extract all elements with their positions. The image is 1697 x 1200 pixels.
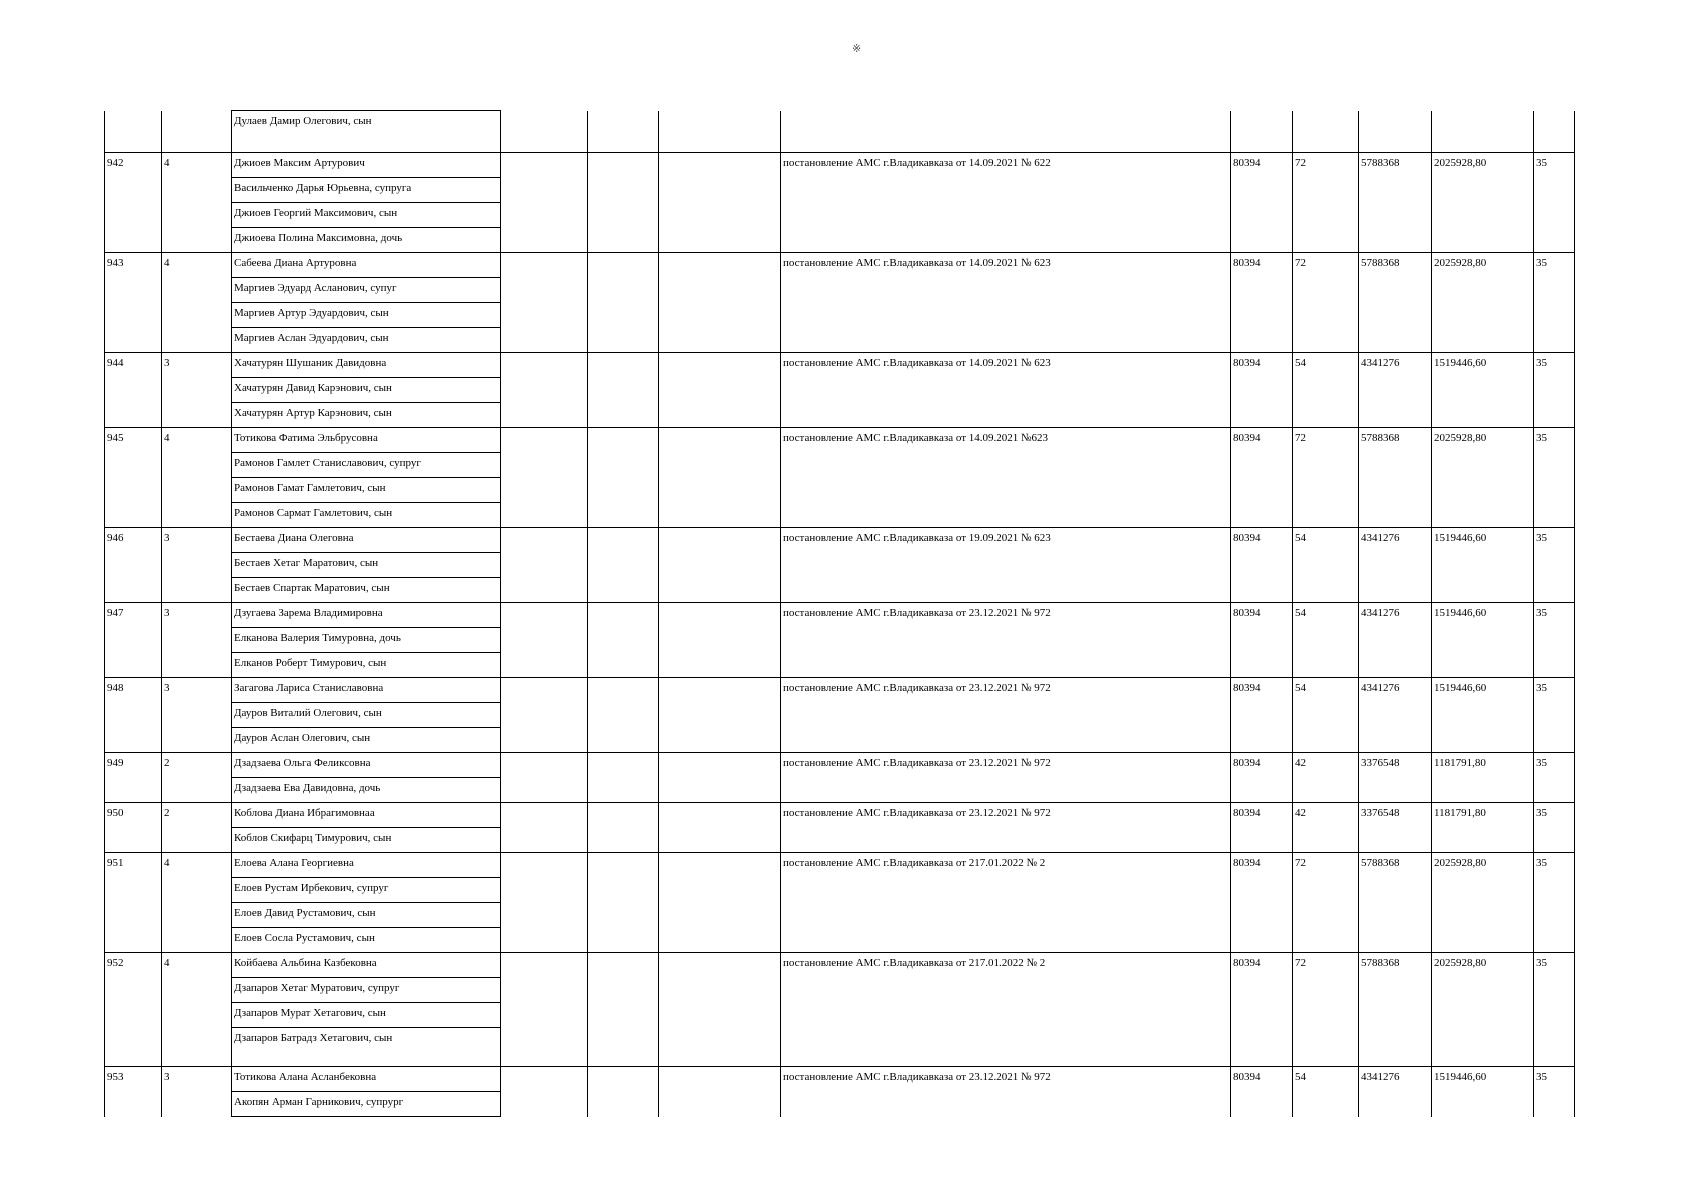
- cell-num: 942: [105, 153, 162, 253]
- cell-blank-a: [501, 603, 588, 678]
- cell-resolution: постановление АМС г.Владикавказа от 14.09.2021 №623: [781, 428, 1231, 528]
- cell-count: 4: [162, 428, 232, 528]
- cell-blank-b: [588, 111, 659, 153]
- cell-member: Тотикова Алана Асланбековна: [232, 1067, 501, 1092]
- cell-c5: 35: [1534, 253, 1575, 353]
- cell-blank-a: [501, 953, 588, 1067]
- cell-c5: 35: [1534, 603, 1575, 678]
- cell-resolution: постановление АМС г.Владикавказа от 217.01.2022 № 2: [781, 853, 1231, 953]
- cell-blank-c: [659, 253, 781, 353]
- cell-blank-a: [501, 1067, 588, 1117]
- cell-member: Акопян Арман Гарникович, супрург: [232, 1092, 501, 1117]
- cell-c5: 35: [1534, 353, 1575, 428]
- cell-member: Загагова Лариса Станиславовна: [232, 678, 501, 703]
- cell-resolution: постановление АМС г.Владикавказа от 14.09.2021 № 622: [781, 153, 1231, 253]
- cell-c5: 35: [1534, 528, 1575, 603]
- table-row: [105, 153, 1575, 178]
- cell-member: Бестаев Спартак Маратович, сын: [232, 578, 501, 603]
- cell-c3: 4341276: [1359, 678, 1432, 753]
- cell-blank-b: [588, 603, 659, 678]
- cell-count: 3: [162, 353, 232, 428]
- cell-c3: 4341276: [1359, 528, 1432, 603]
- cell-resolution: постановление АМС г.Владикавказа от 23.12.2021 № 972: [781, 1067, 1231, 1117]
- cell-c1: 80394: [1231, 428, 1293, 528]
- cell-c4: 1519446,60: [1432, 678, 1534, 753]
- cell-blank-c: [659, 1067, 781, 1117]
- cell-c3: 5788368: [1359, 428, 1432, 528]
- cell-member: Койбаева Альбина Казбековна: [232, 953, 501, 978]
- cell-blank-a: [501, 678, 588, 753]
- cell-num: 953: [105, 1067, 162, 1117]
- cell-member: Рамонов Гамлет Станиславович, супруг: [232, 453, 501, 478]
- cell-c5: [1534, 111, 1575, 153]
- cell-count: 3: [162, 678, 232, 753]
- table-row: [105, 1067, 1575, 1092]
- cell-c3: 3376548: [1359, 803, 1432, 853]
- cell-member: Дзугаева Зарема Владимировна: [232, 603, 501, 628]
- cell-c5: 35: [1534, 953, 1575, 1067]
- cell-c1: 80394: [1231, 353, 1293, 428]
- cell-member: Рамонов Гамат Гамлетович, сын: [232, 478, 501, 503]
- table-row: [105, 528, 1575, 553]
- cell-blank-a: [501, 528, 588, 603]
- cell-blank-c: [659, 753, 781, 803]
- cell-member: Дзапаров Батрадз Хетагович, сын: [232, 1028, 501, 1067]
- cell-blank-b: [588, 353, 659, 428]
- table-row: [105, 953, 1575, 978]
- table-row: [105, 253, 1575, 278]
- cell-resolution: постановление АМС г.Владикавказа от 14.09.2021 № 623: [781, 253, 1231, 353]
- cell-blank-c: [659, 853, 781, 953]
- table-row: [105, 603, 1575, 628]
- cell-member: Коблова Диана Ибрагимовнаа: [232, 803, 501, 828]
- cell-member: Елканова Валерия Тимуровна, дочь: [232, 628, 501, 653]
- cell-c5: 35: [1534, 678, 1575, 753]
- cell-member: Хачатурян Давид Карэнович, сын: [232, 378, 501, 403]
- cell-resolution: постановление АМС г.Владикавказа от 19.09.2021 № 623: [781, 528, 1231, 603]
- cell-member: Елоева Алана Георгиевна: [232, 853, 501, 878]
- table-row: [105, 803, 1575, 828]
- cell-c2: 72: [1293, 253, 1359, 353]
- cell-c2: 72: [1293, 953, 1359, 1067]
- table-row: [105, 353, 1575, 378]
- cell-member: Васильченко Дарья Юрьевна, супруга: [232, 178, 501, 203]
- cell-c4: 2025928,80: [1432, 253, 1534, 353]
- cell-blank-a: [501, 153, 588, 253]
- cell-member: Хачатурян Артур Карэнович, сын: [232, 403, 501, 428]
- cell-blank-c: [659, 111, 781, 153]
- cell-c4: 1181791,80: [1432, 803, 1534, 853]
- cell-c2: 72: [1293, 428, 1359, 528]
- cell-blank-b: [588, 953, 659, 1067]
- cell-member: Дзадзаева Ольга Феликсовна: [232, 753, 501, 778]
- cell-blank-a: [501, 428, 588, 528]
- cell-resolution: постановление АМС г.Владикавказа от 14.09.2021 № 623: [781, 353, 1231, 428]
- cell-member: Джиоев Максим Артурович: [232, 153, 501, 178]
- cell-member: Дзапаров Хетаг Муратович, супруг: [232, 978, 501, 1003]
- cell-blank-a: [501, 853, 588, 953]
- cell-blank-c: [659, 528, 781, 603]
- cell-blank-a: [501, 111, 588, 153]
- cell-num: 952: [105, 953, 162, 1067]
- cell-c2: 54: [1293, 1067, 1359, 1117]
- cell-member: Дауров Аслан Олегович, сын: [232, 728, 501, 753]
- cell-count: 4: [162, 853, 232, 953]
- cell-c4: 2025928,80: [1432, 853, 1534, 953]
- cell-c2: 54: [1293, 353, 1359, 428]
- cell-c1: [1231, 111, 1293, 153]
- cell-num: 949: [105, 753, 162, 803]
- cell-c3: 4341276: [1359, 603, 1432, 678]
- cell-num: 951: [105, 853, 162, 953]
- cell-count: [162, 111, 232, 153]
- cell-c4: 2025928,80: [1432, 428, 1534, 528]
- cell-c1: 80394: [1231, 153, 1293, 253]
- cell-blank-c: [659, 428, 781, 528]
- cell-c1: 80394: [1231, 253, 1293, 353]
- cell-blank-b: [588, 853, 659, 953]
- cell-count: 2: [162, 753, 232, 803]
- table-row: [105, 111, 1575, 153]
- cell-resolution: [781, 111, 1231, 153]
- cell-member: Елоев Давид Рустамович, сын: [232, 903, 501, 928]
- cell-c5: 35: [1534, 853, 1575, 953]
- cell-member: Елоев Рустам Ирбекович, супруг: [232, 878, 501, 903]
- cell-c3: 5788368: [1359, 953, 1432, 1067]
- cell-c3: 5788368: [1359, 153, 1432, 253]
- cell-member: Джиоев Георгий Максимович, сын: [232, 203, 501, 228]
- cell-num: 945: [105, 428, 162, 528]
- cell-c5: 35: [1534, 803, 1575, 853]
- cell-count: 3: [162, 1067, 232, 1117]
- cell-c4: 1519446,60: [1432, 1067, 1534, 1117]
- cell-c2: [1293, 111, 1359, 153]
- cell-c2: 54: [1293, 678, 1359, 753]
- cell-blank-a: [501, 803, 588, 853]
- cell-resolution: постановление АМС г.Владикавказа от 217.01.2022 № 2: [781, 953, 1231, 1067]
- cell-c2: 54: [1293, 603, 1359, 678]
- cell-resolution: постановление АМС г.Владикавказа от 23.12.2021 № 972: [781, 603, 1231, 678]
- cell-c2: 54: [1293, 528, 1359, 603]
- cell-c1: 80394: [1231, 753, 1293, 803]
- cell-c4: [1432, 111, 1534, 153]
- cell-count: 4: [162, 253, 232, 353]
- cell-c1: 80394: [1231, 803, 1293, 853]
- cell-c1: 80394: [1231, 528, 1293, 603]
- cell-member: Коблов Скифарц Тимурович, сын: [232, 828, 501, 853]
- cell-member: Хачатурян Шушаник Давидовна: [232, 353, 501, 378]
- cell-member: Маргиев Артур Эдуардович, сын: [232, 303, 501, 328]
- cell-member: Рамонов Сармат Гамлетович, сын: [232, 503, 501, 528]
- cell-blank-b: [588, 428, 659, 528]
- cell-count: 3: [162, 603, 232, 678]
- cell-blank-b: [588, 678, 659, 753]
- cell-num: 943: [105, 253, 162, 353]
- cell-c2: 72: [1293, 153, 1359, 253]
- cell-c4: 1519446,60: [1432, 353, 1534, 428]
- cell-num: 946: [105, 528, 162, 603]
- table-row: [105, 428, 1575, 453]
- cell-num: 944: [105, 353, 162, 428]
- cell-blank-b: [588, 153, 659, 253]
- cell-blank-a: [501, 753, 588, 803]
- cell-resolution: постановление АМС г.Владикавказа от 23.12.2021 № 972: [781, 753, 1231, 803]
- cell-c1: 80394: [1231, 1067, 1293, 1117]
- cell-member: Дзадзаева Ева Давидовна, дочь: [232, 778, 501, 803]
- cell-blank-c: [659, 153, 781, 253]
- cell-c1: 80394: [1231, 603, 1293, 678]
- cell-member: Елканов Роберт Тимурович, сын: [232, 653, 501, 678]
- cell-resolution: постановление АМС г.Владикавказа от 23.12.2021 № 972: [781, 678, 1231, 753]
- cell-blank-a: [501, 353, 588, 428]
- table-row: [105, 678, 1575, 703]
- cell-c3: 3376548: [1359, 753, 1432, 803]
- cell-blank-a: [501, 253, 588, 353]
- cell-count: 4: [162, 953, 232, 1067]
- cell-member: Джиоева Полина Максимовна, дочь: [232, 228, 501, 253]
- cell-c5: 35: [1534, 428, 1575, 528]
- cell-member: Бестаев Хетаг Маратович, сын: [232, 553, 501, 578]
- cell-c3: 4341276: [1359, 353, 1432, 428]
- cell-c3: 5788368: [1359, 253, 1432, 353]
- cell-member: Маргиев Эдуард Асланович, супуг: [232, 278, 501, 303]
- cell-resolution: постановление АМС г.Владикавказа от 23.12.2021 № 972: [781, 803, 1231, 853]
- cell-blank-c: [659, 678, 781, 753]
- cell-num: [105, 111, 162, 153]
- cell-member: Дзапаров Мурат Хетагович, сын: [232, 1003, 501, 1028]
- cell-member: Тотикова Фатима Эльбрусовна: [232, 428, 501, 453]
- table-row: [105, 853, 1575, 878]
- cell-blank-b: [588, 1067, 659, 1117]
- table-row: [105, 753, 1575, 778]
- cell-c4: 1181791,80: [1432, 753, 1534, 803]
- cell-c4: 1519446,60: [1432, 603, 1534, 678]
- cell-c4: 2025928,80: [1432, 153, 1534, 253]
- cell-c4: 2025928,80: [1432, 953, 1534, 1067]
- cell-blank-c: [659, 603, 781, 678]
- cell-c3: 4341276: [1359, 1067, 1432, 1117]
- cell-blank-c: [659, 953, 781, 1067]
- cell-count: 3: [162, 528, 232, 603]
- cell-c1: 80394: [1231, 953, 1293, 1067]
- cell-num: 947: [105, 603, 162, 678]
- cell-blank-b: [588, 528, 659, 603]
- cell-member: Маргиев Аслан Эдуардович, сын: [232, 328, 501, 353]
- cell-c5: 35: [1534, 753, 1575, 803]
- cell-count: 2: [162, 803, 232, 853]
- cell-c4: 1519446,60: [1432, 528, 1534, 603]
- cell-blank-b: [588, 253, 659, 353]
- cell-blank-c: [659, 353, 781, 428]
- cell-member: Дулаев Дамир Олегович, сын: [232, 111, 501, 153]
- cell-member: Бестаева Диана Олеговна: [232, 528, 501, 553]
- cell-c2: 42: [1293, 803, 1359, 853]
- cell-c3: [1359, 111, 1432, 153]
- cell-num: 950: [105, 803, 162, 853]
- cell-blank-c: [659, 803, 781, 853]
- cell-count: 4: [162, 153, 232, 253]
- registry-table: [104, 110, 1575, 1117]
- cell-c1: 80394: [1231, 678, 1293, 753]
- cell-c2: 72: [1293, 853, 1359, 953]
- cell-c5: 35: [1534, 1067, 1575, 1117]
- cell-c5: 35: [1534, 153, 1575, 253]
- cell-member: Елоев Сосла Рустамович, сын: [232, 928, 501, 953]
- cell-c2: 42: [1293, 753, 1359, 803]
- cell-blank-b: [588, 753, 659, 803]
- cell-c3: 5788368: [1359, 853, 1432, 953]
- page-mark: ※: [852, 43, 862, 55]
- cell-member: Дауров Виталий Олегович, сын: [232, 703, 501, 728]
- cell-member: Сабеева Диана Артуровна: [232, 253, 501, 278]
- cell-num: 948: [105, 678, 162, 753]
- cell-blank-b: [588, 803, 659, 853]
- cell-c1: 80394: [1231, 853, 1293, 953]
